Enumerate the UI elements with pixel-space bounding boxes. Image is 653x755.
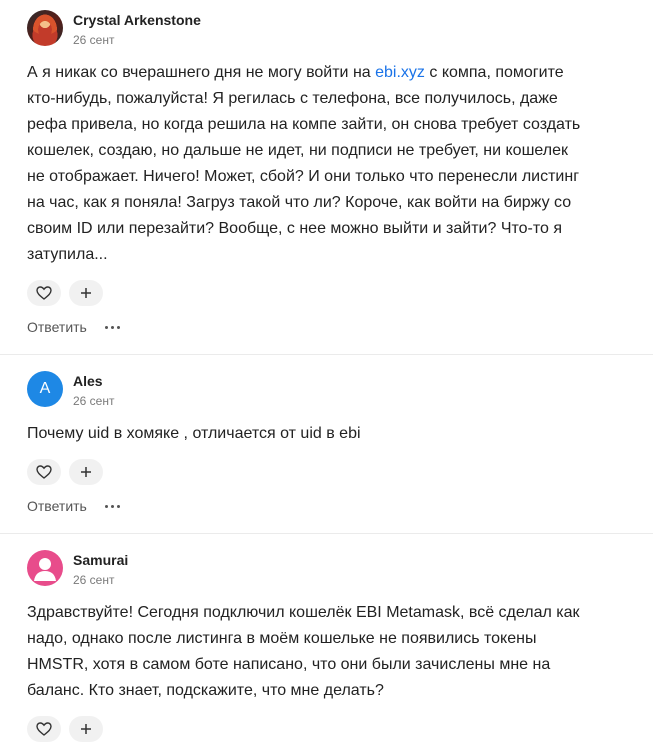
comment-text: Почему uid в хомяке , отличается от uid в ebi: [27, 425, 361, 442]
like-button[interactable]: [27, 459, 61, 485]
plus-icon: [80, 723, 92, 735]
comment: [0, 355, 653, 517]
comment: [0, 534, 653, 742]
reply-button[interactable]: Ответить: [27, 319, 87, 335]
comment-text: Здравствуйте! Сегодня подключил кошелёк EBI Metamask, всё сделал как надо, однако после листинга в моём кошельке не появились токены HMSTR, хотя в самом боте написано, что они были зачислены мне на баланс. Кто знает, подскажите, что мне делать?: [27, 604, 580, 699]
heart-icon: [36, 286, 52, 300]
comment-text: А я никак со вчерашнего дня не могу войти на ebi.xyz с компа, помогите кто-нибудь, пожалуйста! Я регилась с телефона, все получилось, даже рефа привела, но когда решила на компе зайти, он снова требует создать кошелек, создаю, но дальше не идет, ни подписи не требует, ни кошелек не отображает. Ничего! Может, сбой? И они только что перенесли листинг на час, как я поняла! Загруз такой что ли? Короче, как войти на биржу со своим ID или перезайти? Вообще, с нее можно выйти и зайти? Что-то я затупила...: [27, 64, 581, 263]
heart-icon: [36, 465, 52, 479]
avatar[interactable]: A: [27, 371, 63, 407]
comment-link[interactable]: ebi.xyz: [375, 64, 425, 81]
comment-header: [27, 550, 633, 588]
comment-date: 26 сент: [73, 394, 115, 408]
comment-date: 26 сент: [73, 573, 115, 587]
comment: [0, 0, 653, 338]
user-silhouette-icon: [27, 550, 63, 586]
like-button[interactable]: [27, 716, 61, 742]
add-reaction-button[interactable]: [69, 716, 103, 742]
add-reaction-button[interactable]: [69, 280, 103, 306]
plus-icon: [80, 466, 92, 478]
comment-date: 26 сент: [73, 33, 115, 47]
avatar[interactable]: [27, 550, 63, 586]
comment-author[interactable]: Ales: [73, 373, 103, 389]
comment-header: [27, 10, 633, 48]
more-dots-icon[interactable]: [105, 326, 120, 329]
reply-button[interactable]: Ответить: [27, 498, 87, 514]
like-button[interactable]: [27, 280, 61, 306]
comment-author[interactable]: Crystal Arkenstone: [73, 12, 201, 28]
comment-author[interactable]: Samurai: [73, 552, 129, 568]
heart-icon: [36, 722, 52, 736]
add-reaction-button[interactable]: [69, 459, 103, 485]
plus-icon: [80, 287, 92, 299]
more-dots-icon[interactable]: [105, 505, 120, 508]
comment-header: [27, 371, 633, 409]
avatar[interactable]: [27, 10, 63, 46]
